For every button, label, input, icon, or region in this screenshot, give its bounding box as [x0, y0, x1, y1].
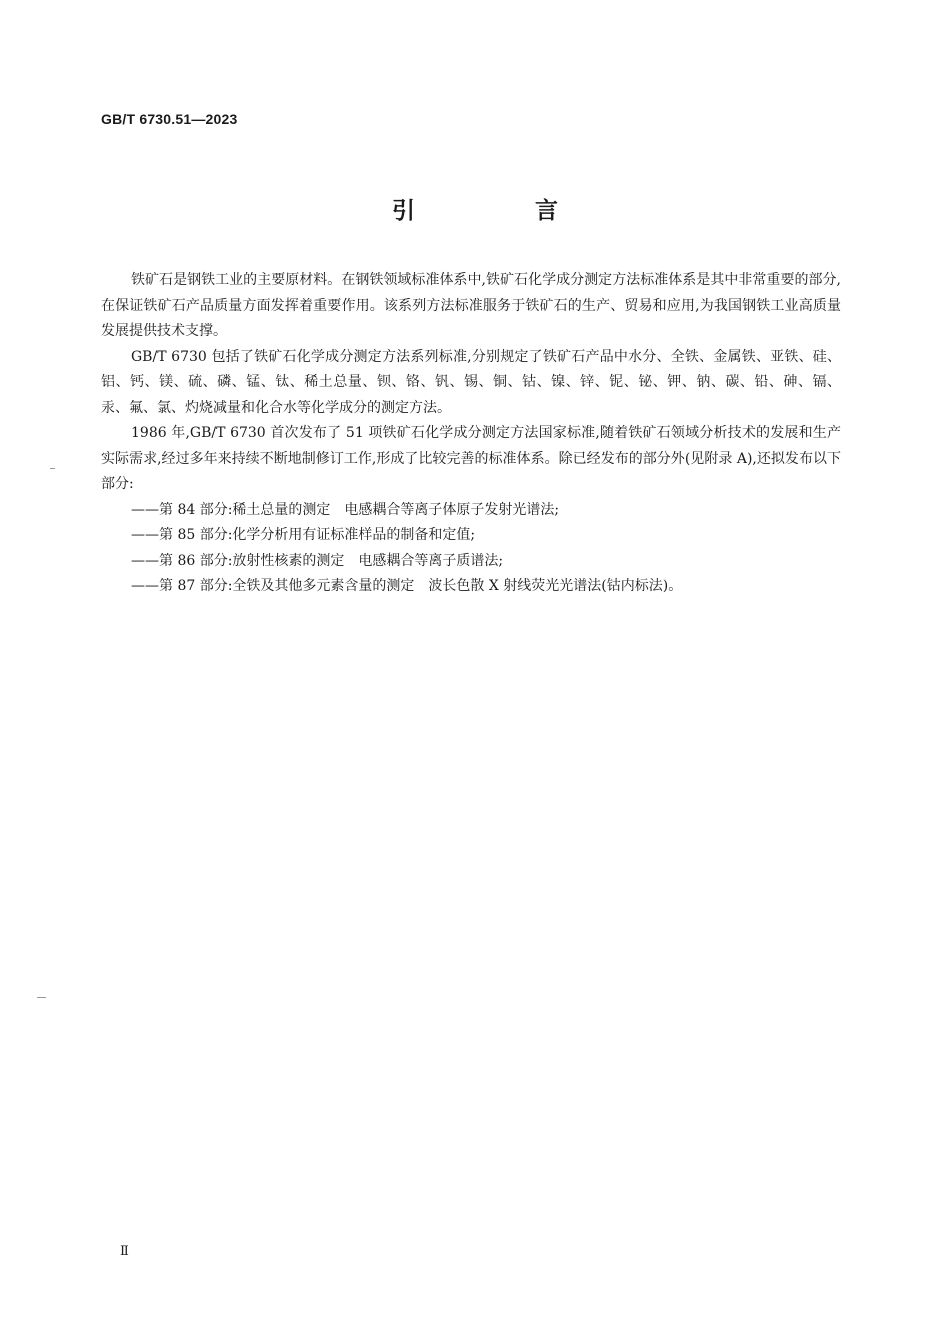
planned-parts-list: [101, 498, 841, 600]
paragraph-1: 铁矿石是钢铁工业的主要原材料。在钢铁领域标准体系中,铁矿石化学成分测定方法标准体系是其中非常重要的部分,在保证铁矿石产品质量方面发挥着重要作用。该系列方法标准服务于铁矿石的生产、贸易和应用,为我国钢铁工业高质量发展提供技术支撑。: [101, 272, 841, 339]
page-title: 引 言: [391, 198, 614, 224]
page-number: Ⅱ: [120, 1244, 129, 1259]
list-item: ——第 84 部分:稀土总量的测定 电感耦合等离子体原子发射光谱法;: [131, 501, 560, 518]
list-item: ——第 87 部分:全铁及其他多元素含量的测定 波长色散 X 射线荧光光谱法(钴内标法)。: [131, 578, 683, 594]
standard-number: GB/T 6730.51—2023: [101, 111, 238, 127]
list-item: ——第 86 部分:放射性核素的测定 电感耦合等离子质谱法;: [131, 552, 504, 569]
scan-speck: [37, 997, 46, 998]
introduction-body: [101, 268, 841, 600]
paragraph-3: 1986 年,GB/T 6730 首次发布了 51 项铁矿石化学成分测定方法国家标准,随着铁矿石领域分析技术的发展和生产实际需求,经过多年来持续不断地制修订工作,形成了比较完善的标准体系。除已经发布的部分外(见附录 A),还拟发布以下部分:: [101, 425, 841, 492]
list-item: ——第 85 部分:化学分析用有证标准样品的制备和定值;: [131, 527, 476, 543]
scan-speck: [50, 468, 55, 469]
paragraph-2: GB/T 6730 包括了铁矿石化学成分测定方法系列标准,分别规定了铁矿石产品中水分、全铁、金属铁、亚铁、硅、铝、钙、镁、硫、磷、锰、钛、稀土总量、钡、铬、钒、锡、铜、钴、镍、锌、铌、铋、钾、钠、碳、铅、砷、镉、汞、氟、氯、灼烧减量和化合水等化学成分的测定方法。: [101, 348, 841, 416]
